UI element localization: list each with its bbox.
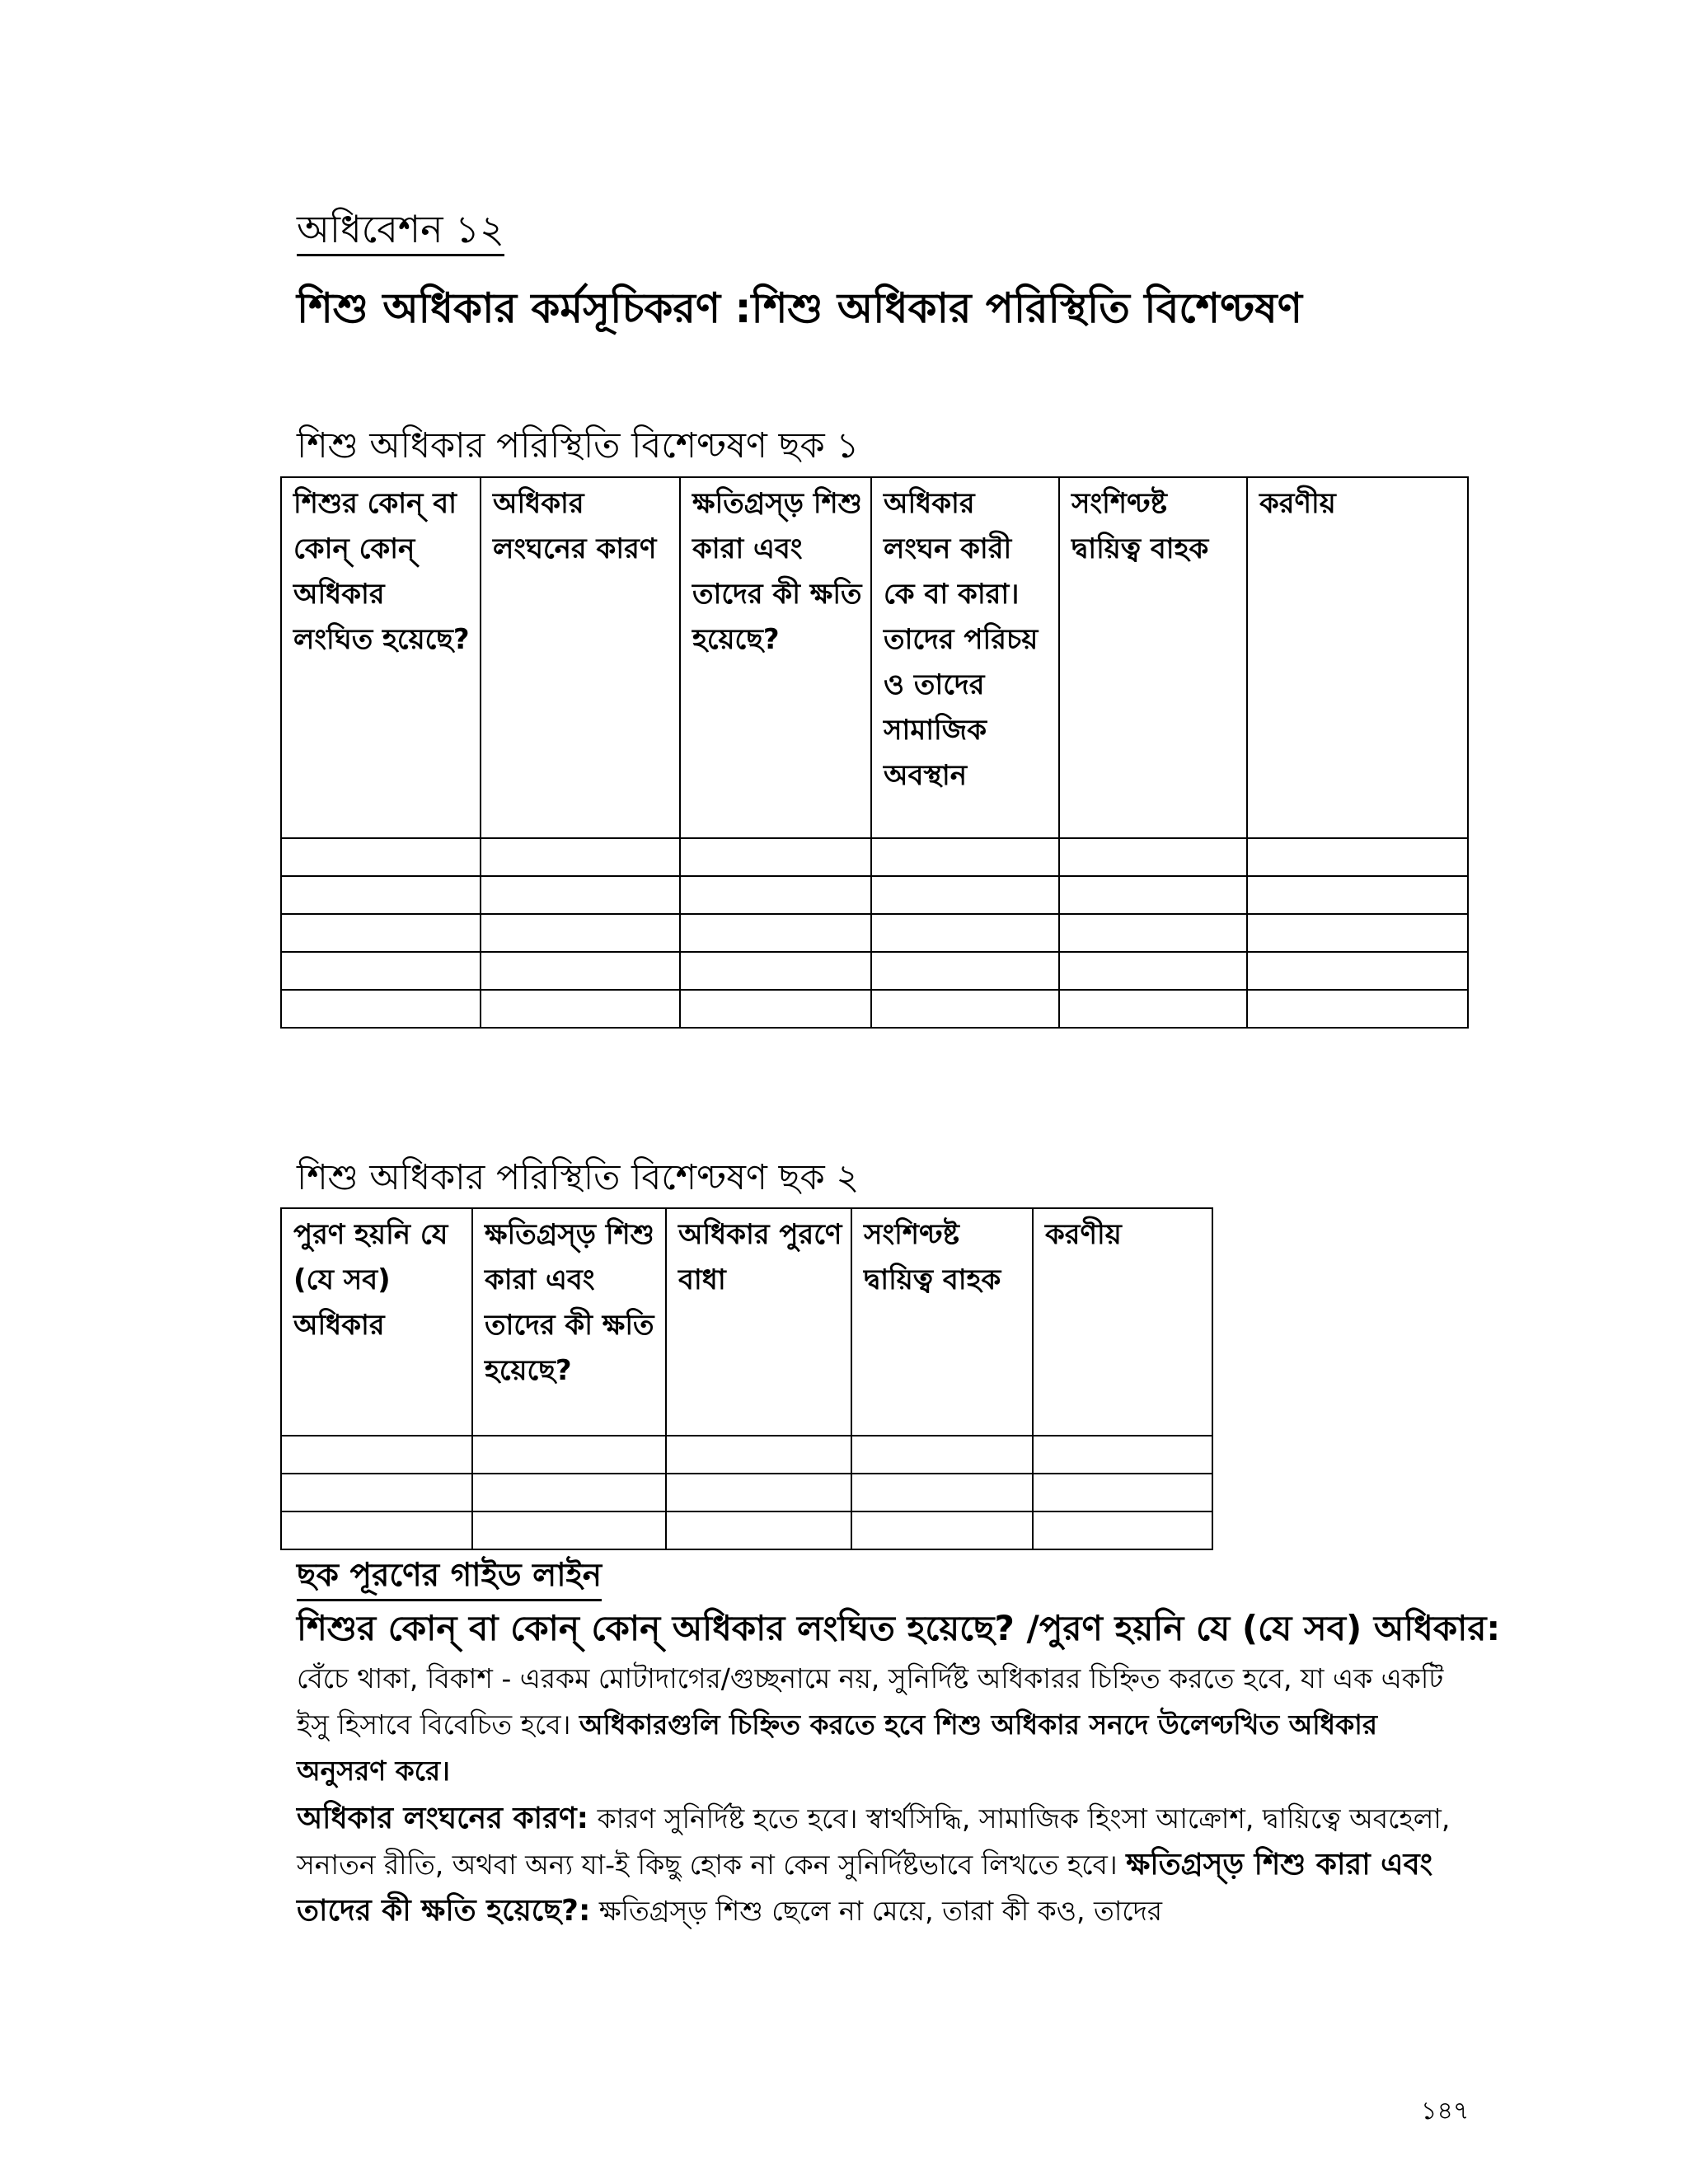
- sheet1-caption: শিশু অধিকার পরিস্থিতি বিশেণ্ঢষণ ছক ১: [297, 425, 860, 466]
- blank-cell[interactable]: [281, 1436, 472, 1474]
- blank-cell[interactable]: [680, 914, 871, 952]
- table-row: [281, 838, 1468, 876]
- guide-p2-bold: ক্ষতিগ্রস্ড় শিশু কারা এবং তাদের কী ক্ষতি হয়েছে?:: [297, 1848, 1433, 1928]
- blank-cell[interactable]: [851, 1474, 1033, 1511]
- column-header: পুরণ হয়নি যে (যে সব) অধিকার: [281, 1208, 472, 1436]
- column-header: ক্ষতিগ্রস্ড় শিশু কারা এবং তাদের কী ক্ষতি হয়েছে?: [680, 477, 871, 838]
- blank-cell[interactable]: [680, 876, 871, 914]
- blank-cell[interactable]: [1247, 914, 1468, 952]
- guide-question-1: শিশুর কোন্ বা কোন্ কোন্ অধিকার লংঘিত হয়েছে? /পুরণ হয়নি যে (যে সব) অধিকার:: [297, 1608, 1501, 1648]
- blank-cell[interactable]: [666, 1474, 851, 1511]
- guide-p1-bold: অধিকারগুলি চিহ্নিত করতে হবে শিশু অধিকার সনদে উলেণ্ঢখিত অধিকার অনুসরণ করে।: [297, 1708, 1377, 1787]
- guide-heading: ছক পূরণের গাইড লাইন: [297, 1553, 602, 1601]
- guide-paragraph-2: [297, 1796, 1475, 1934]
- blank-cell[interactable]: [680, 990, 871, 1028]
- blank-cell[interactable]: [481, 876, 680, 914]
- blank-cell[interactable]: [481, 990, 680, 1028]
- blank-cell[interactable]: [1247, 838, 1468, 876]
- blank-cell[interactable]: [1033, 1474, 1212, 1511]
- blank-cell[interactable]: [1033, 1436, 1212, 1474]
- blank-cell[interactable]: [1247, 952, 1468, 990]
- blank-cell[interactable]: [871, 838, 1059, 876]
- table-row: [281, 952, 1468, 990]
- guide-p2-text: কারণ সুনির্দিষ্ট হতে হবে। স্বার্থসিদ্ধি, সামাজিক হিংসা আক্রোশ, দ্বায়িত্বে অবহেলা, সনাতন রীতি, অথবা অন্য যা-ই কিছু হোক না কেন সুনির্দিষ্টভাবে লিখতে হবে।: [297, 1802, 1451, 1881]
- column-header: করণীয়: [1247, 477, 1468, 838]
- blank-cell[interactable]: [871, 876, 1059, 914]
- blank-cell[interactable]: [1059, 838, 1247, 876]
- blank-cell[interactable]: [281, 952, 481, 990]
- blank-cell[interactable]: [1059, 990, 1247, 1028]
- blank-cell[interactable]: [1033, 1511, 1212, 1549]
- guide-p1-text: বেঁচে থাকা, বিকাশ - এরকম মোটাদাগের/গুচ্ছনামে নয়, সুনির্দিষ্ট অধিকারর চিহ্নিত করতে হবে, যা এক একটি ইসু হিসাবে বিবেচিত হবে।: [297, 1662, 1444, 1741]
- guide-p2-lead: অধিকার লংঘনের কারণ:: [297, 1802, 589, 1835]
- blank-cell[interactable]: [1059, 952, 1247, 990]
- table-header-row: [281, 477, 1468, 838]
- column-header: করণীয়: [1033, 1208, 1212, 1436]
- blank-cell[interactable]: [680, 952, 871, 990]
- blank-cell[interactable]: [871, 990, 1059, 1028]
- column-header: ক্ষতিগ্রস্ড় শিশু কারা এবং তাদের কী ক্ষতি হয়েছে?: [472, 1208, 666, 1436]
- blank-cell[interactable]: [871, 952, 1059, 990]
- blank-cell[interactable]: [851, 1511, 1033, 1549]
- blank-cell[interactable]: [281, 1474, 472, 1511]
- main-title: শিশু অধিকার কর্মসূচিকরণ :শিশু অধিকার পরিস্থিতি বিশেণ্ঢষণ: [297, 284, 1302, 332]
- analysis-sheet-1: [280, 476, 1469, 1029]
- blank-cell[interactable]: [472, 1511, 666, 1549]
- blank-cell[interactable]: [481, 838, 680, 876]
- table-row: [281, 1511, 1212, 1549]
- table-row: [281, 876, 1468, 914]
- table-header-row: [281, 1208, 1212, 1436]
- guide-body: [297, 1603, 1501, 1934]
- table-row: [281, 990, 1468, 1028]
- blank-cell[interactable]: [281, 838, 481, 876]
- blank-cell[interactable]: [281, 1511, 472, 1549]
- table-row: [281, 1474, 1212, 1511]
- blank-cell[interactable]: [281, 990, 481, 1028]
- blank-cell[interactable]: [481, 952, 680, 990]
- blank-cell[interactable]: [1059, 876, 1247, 914]
- blank-cell[interactable]: [472, 1474, 666, 1511]
- blank-cell[interactable]: [871, 914, 1059, 952]
- session-title: অধিবেশন ১২: [297, 204, 504, 256]
- column-header: অধিকার লংঘনের কারণ: [481, 477, 680, 838]
- guide-p2-tail: ক্ষতিগ্রস্ড় শিশু ছেলে না মেয়ে, তারা কী কও, তাদের: [598, 1895, 1163, 1927]
- blank-cell[interactable]: [472, 1436, 666, 1474]
- blank-cell[interactable]: [481, 914, 680, 952]
- blank-cell[interactable]: [680, 838, 871, 876]
- table-row: [281, 914, 1468, 952]
- blank-cell[interactable]: [666, 1436, 851, 1474]
- column-header: অধিকার লংঘন কারী কে বা কারা। তাদের পরিচয় ও তাদের সামাজিক অবস্থান: [871, 477, 1059, 838]
- column-header: শিশুর কোন্ বা কোন্ কোন্ অধিকার লংঘিত হয়েছে?: [281, 477, 481, 838]
- column-header: সংশিণ্ঢষ্ট দ্বায়িত্ব বাহক: [1059, 477, 1247, 838]
- blank-cell[interactable]: [666, 1511, 851, 1549]
- column-header: অধিকার পুরণে বাধা: [666, 1208, 851, 1436]
- blank-cell[interactable]: [281, 914, 481, 952]
- sheet2-caption: শিশু অধিকার পরিস্থিতি বিশেণ্ঢষণ ছক ২: [297, 1157, 860, 1198]
- blank-cell[interactable]: [281, 876, 481, 914]
- page-number: ১৪৭: [1421, 2097, 1470, 2125]
- blank-cell[interactable]: [1247, 876, 1468, 914]
- table-row: [281, 1436, 1212, 1474]
- guide-paragraph-1: [297, 1656, 1475, 1794]
- blank-cell[interactable]: [1059, 914, 1247, 952]
- column-header: সংশিণ্ঢষ্ট দ্বায়িত্ব বাহক: [851, 1208, 1033, 1436]
- blank-cell[interactable]: [851, 1436, 1033, 1474]
- analysis-sheet-2: [280, 1207, 1213, 1550]
- blank-cell[interactable]: [1247, 990, 1468, 1028]
